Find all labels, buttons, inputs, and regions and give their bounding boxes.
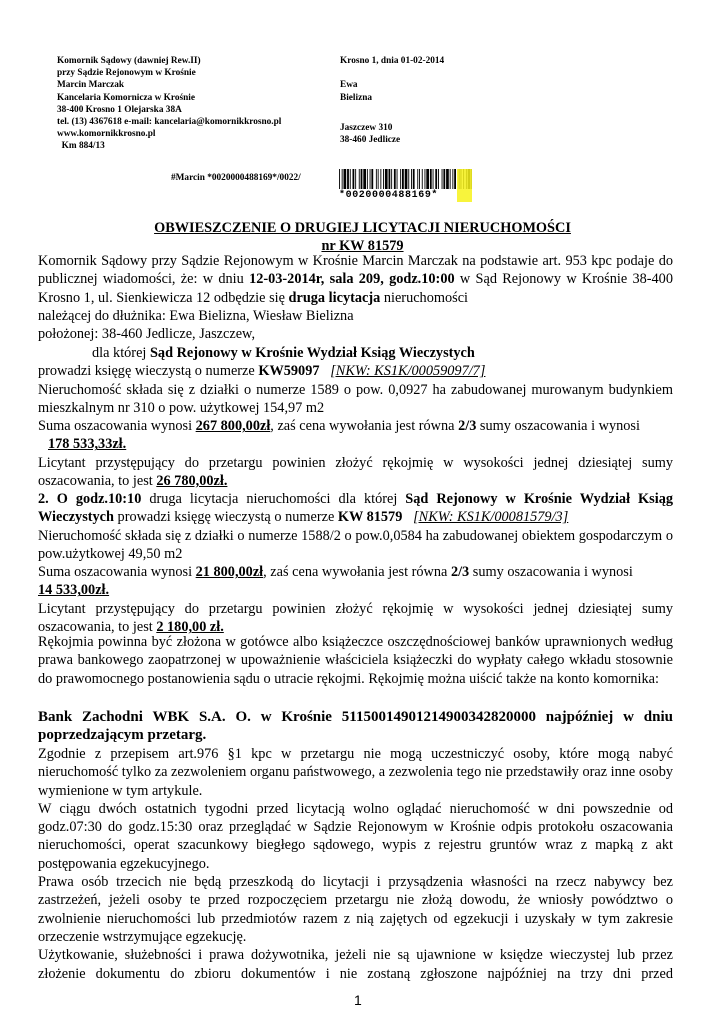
property-text: prowadzi księgę wieczystą o numerze xyxy=(113,509,338,526)
art976-paragraph: Zgodnie z przepisem art.976 §1 kpc w przetargu nie mogą uczestniczyć osoby, które mogą nabyć nieruchomość tylko za zezwoleniem organu państwowego, a zezwolenia tego nie przedstawiły oraz inne osoby wymienione w tym artykule. xyxy=(38,746,673,799)
barcode-bar xyxy=(367,169,368,191)
property-text: , zaś cena wywołania jest równa xyxy=(270,418,459,435)
nkw-number: [NKW: KS1K/00059097/7] xyxy=(330,363,486,380)
land-register-number: nr KW 81579 xyxy=(321,238,404,254)
document-date: Krosno 1, dnia 01-02-2014 xyxy=(340,56,445,66)
barcode-bar xyxy=(376,169,377,191)
barcode-number: *0020000488169* xyxy=(339,189,472,202)
barcode-bar xyxy=(383,169,384,191)
property-text: sumy oszacowania i wynosi xyxy=(469,564,633,581)
header-left-line: Komornik Sądowy (dawniej Rew.II) xyxy=(57,56,201,66)
barcode-bar xyxy=(402,169,404,191)
property-text: Licytant przystępujący do przetargu powinien złożyć rękojmię w wysokości jednej dziesiątej sumy oszacowania, to jest xyxy=(38,454,673,490)
barcode-bar xyxy=(405,169,408,191)
barcode-bar xyxy=(408,169,409,191)
recipient-city: 38-460 Jedlicze xyxy=(340,135,401,146)
barcode-bar xyxy=(400,169,401,191)
court-name: Sąd Rejonowy w Krośnie Wydział Ksiąg Wieczystych xyxy=(38,491,673,526)
barcode-bar xyxy=(425,169,426,191)
barcode-bar xyxy=(446,169,449,191)
notice-title: OBWIESZCZENIE O DRUGIEJ LICYTACJI NIERUCHOMOŚCI xyxy=(154,220,571,236)
bank-account-line: Bank Zachodni WBK S.A. O. w Krośnie 51150014901214900342820000 najpóźniej w dniu poprzedzającym przetarg. xyxy=(38,709,673,743)
bank-account-section xyxy=(38,708,673,744)
auction-date: 12-03-2014r, sala 209, godz.10:00 xyxy=(249,271,455,288)
barcode-bar xyxy=(361,169,363,191)
header-left-line: Kancelaria Komornicza w Krośnie xyxy=(57,92,195,103)
barcode-bar xyxy=(397,169,398,191)
barcode-bar xyxy=(454,169,456,191)
barcode-bar xyxy=(438,169,439,191)
case-number: Km 884/13 xyxy=(57,141,105,152)
header-left-line: www.komornikkrosno.pl xyxy=(57,129,156,140)
deposit-amount: 2 180,00 zł. xyxy=(156,619,224,636)
barcode-bar xyxy=(430,169,432,191)
property-description: Nieruchomość składa się z działki o numerze 1588/2 o pow.0,0584 ha zabudowanej obiektem gospodarczym o pow.użytkowej 49,50 m2 xyxy=(38,527,673,562)
bailiff-address-block xyxy=(57,55,281,153)
property-text: Licytant przystępujący do przetargu powinien złożyć rękojmię w wysokości jednej dziesiątej sumy oszacowania, to jest xyxy=(38,600,673,636)
kw-number: KW 81579 xyxy=(337,509,403,526)
barcode-bar xyxy=(359,169,360,191)
owner-line: należącej do dłużnika: Ewa Bielizna, Wiesław Bielizna xyxy=(38,307,354,324)
barcode-bar xyxy=(385,169,388,191)
property-text: Suma oszacowania wynosi xyxy=(38,564,196,581)
page-number: 1 xyxy=(354,992,362,1008)
barcode-bars xyxy=(339,169,472,191)
barcode-bar xyxy=(342,169,343,191)
barcode-bar xyxy=(370,169,371,191)
barcode-bar xyxy=(353,169,355,191)
intro-text: nieruchomości xyxy=(380,289,469,306)
recipient-address-block xyxy=(340,55,444,146)
property-2-section xyxy=(38,490,673,636)
barcode-bar xyxy=(443,169,445,191)
property-1-section xyxy=(38,344,673,490)
barcode-highlight xyxy=(457,169,472,202)
intro-text: Komornik Sądowy przy Sądzie Rejonowym w Krośnie Marcin Marczak na podstawie art. 953 kpc podaje do publicznej wiadomości, że: w dniu xyxy=(38,253,673,288)
court-name: Sąd Rejonowy w Krośnie Wydział Ksiąg Wieczystych xyxy=(149,345,475,361)
barcode-bar xyxy=(394,169,396,191)
barcode-bar xyxy=(411,169,412,191)
barcode-bar xyxy=(419,169,420,191)
call-fraction: 2/3 xyxy=(450,564,470,581)
barcode-reference: #Marcin *0020000488169*/0022/ xyxy=(171,173,301,183)
property-text: Suma oszacowania wynosi xyxy=(38,418,196,435)
barcode-bar xyxy=(389,169,391,191)
header-left-line: przy Sądzie Rejonowym w Krośnie xyxy=(57,68,196,79)
barcode-bar xyxy=(413,169,415,191)
header-left-line: 38-400 Krosno 1 Olejarska 38A xyxy=(57,104,182,115)
recipient-name-last: Bielizna xyxy=(340,92,373,103)
intro-text: w Sąd Rejonowy w Krośnie 38-400 Krosno 1, ul. Sienkiewicza 12 odbędzie się xyxy=(38,271,673,306)
valuation-amount: 267 800,00zł xyxy=(195,418,271,435)
barcode-bar xyxy=(363,169,366,191)
barcode-bar xyxy=(417,169,418,191)
barcode xyxy=(339,169,472,203)
header-left-line: tel. (13) 4367618 e-mail: kancelaria@komornikkrosno.pl xyxy=(57,117,282,128)
deposit-info: Rękojmia powinna być złożona w gotówce albo książeczce oszczędnościowej banków uprawnionych według prawa bankowego zaopatrzonej w upoważnienie właściciela książeczki do wypłaty całego wkładu stosownie do prawomocnego postanowienia sądu o utracie rękojmi. Rękojmię można uiścić także na konto komornika: xyxy=(38,634,673,687)
deposit-amount: 26 780,00zł. xyxy=(156,473,228,490)
barcode-bar xyxy=(350,169,351,191)
property-text: dla której xyxy=(92,345,150,361)
barcode-bar xyxy=(378,169,379,191)
header-left-line: Marcin Marczak xyxy=(57,80,125,91)
barcode-bar xyxy=(371,169,373,191)
barcode-bar xyxy=(380,169,381,191)
barcode-bar xyxy=(450,169,451,191)
call-fraction: 2/3 xyxy=(458,418,477,435)
property-description: Nieruchomość składa się z działki o numerze 1589 o pow. 0,0927 ha zabudowanej murowanym budynkiem mieszkalnym nr 310 o pow. użytkowej 154,97 m2 xyxy=(38,381,673,416)
property-text: sumy oszacowania i wynosi xyxy=(476,418,640,435)
barcode-bar xyxy=(422,169,423,191)
intro-paragraph xyxy=(38,252,673,343)
nkw-number: [NKW: KS1K/00081579/3] xyxy=(413,509,569,526)
location-line: położonej: 38-460 Jedlicze, Jaszczew, xyxy=(38,326,256,343)
barcode-bar xyxy=(347,169,349,191)
third-party-rights-paragraph: Prawa osób trzecich nie będą przeszkodą do licytacji i przysądzenia własności na rzecz nabywcy bez zastrzeżeń, jeżeli osoby te przed rozpoczęciem przetargu nie złożą dowodu, że wniosły powództwo o zwolnienie nieruchomości lub przedmiotów razem z nią zajętych od egzekucji i uzyskały w tym zakresie orzeczenie wstrzymujące egzekucję. xyxy=(38,874,673,945)
call-price: 178 533,33zł. xyxy=(48,436,127,453)
property-text: prowadzi księgę wieczystą o numerze xyxy=(38,363,259,380)
call-price: 14 533,00zł. xyxy=(38,582,110,599)
deposit-info-section xyxy=(38,633,673,688)
item-2-heading: 2. O godz.10:10 xyxy=(38,491,142,507)
property-text: druga licytacja nieruchomości dla której xyxy=(141,491,406,507)
barcode-bar xyxy=(344,169,347,191)
barcode-bar xyxy=(391,169,392,191)
kw-number: KW59097 xyxy=(258,363,320,380)
usage-rights-paragraph: Użytkowanie, służebności i prawa dożywotnika, jeżeli nie są ujawnione w księdze wieczystej lub przez złożenie dokumentu do zbioru dokumentów i nie zostaną zgłoszone najpóźniej na trzy dni przed xyxy=(38,947,673,982)
barcode-bar xyxy=(452,169,453,191)
legal-provisions xyxy=(38,745,673,983)
property-text: , zaś cena wywołania jest równa xyxy=(263,564,451,581)
recipient-name-first: Ewa xyxy=(340,80,358,91)
valuation-amount: 21 800,00zł xyxy=(195,564,264,581)
barcode-bar xyxy=(355,169,356,191)
viewing-paragraph: W ciągu dwóch ostatnich tygodni przed licytacją wolno oglądać nieruchomość w dni powszednie od godz.07:30 do godz.15:30 oraz przeglądać w Sądzie Rejonowym w Krośnie odpis protokołu oszacowania nieruchomości, operat szacunkowy biegłego sądowego, wypis z rejestru gruntów wraz z mapką z akt postępowania egzekucyjnego. xyxy=(38,800,673,872)
barcode-bar xyxy=(433,169,434,191)
barcode-bar xyxy=(426,169,429,191)
recipient-street: Jaszczew 310 xyxy=(340,122,393,133)
auction-type: druga licytacja xyxy=(288,289,381,306)
barcode-bar xyxy=(442,169,443,191)
barcode-bar xyxy=(435,169,437,191)
barcode-bar xyxy=(339,169,340,191)
